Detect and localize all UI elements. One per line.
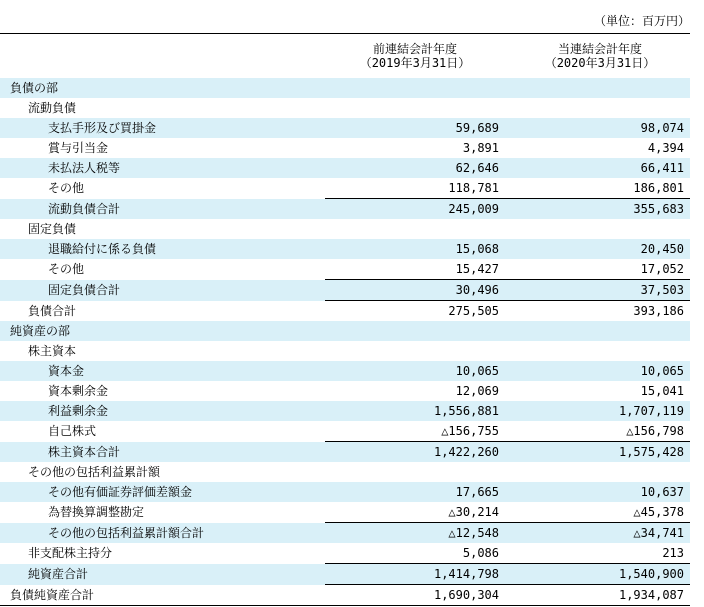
table-row xyxy=(0,199,690,220)
table-row xyxy=(0,239,690,259)
table-row xyxy=(0,98,690,118)
prior-year-value: 1,414,798 xyxy=(325,564,505,585)
prior-year-value: △12,548 xyxy=(325,523,505,544)
table-row xyxy=(0,442,690,463)
row-label: 純資産の部 xyxy=(0,321,325,341)
current-year-value: 355,683 xyxy=(505,199,690,220)
table-row xyxy=(0,585,690,606)
prior-year-value: 15,427 xyxy=(455,262,499,276)
row-label: 退職給付に係る負債 xyxy=(0,239,325,259)
prior-year-value: 10,065 xyxy=(325,361,505,381)
row-label: 純資産合計 xyxy=(0,564,325,585)
header-rule xyxy=(0,33,690,34)
table-row xyxy=(0,523,690,544)
column-header-title: 前連結会計年度 xyxy=(372,42,457,56)
current-year-value: 1,707,119 xyxy=(505,401,690,421)
row-label: その他 xyxy=(48,262,85,277)
current-year-value: 98,074 xyxy=(505,118,690,138)
row-label: 負債純資産合計 xyxy=(0,585,325,606)
prior-year-value: 118,781 xyxy=(448,181,499,195)
current-year-value: 17,052 xyxy=(640,262,684,276)
prior-year-value xyxy=(325,341,505,361)
prior-year-value: 5,086 xyxy=(462,546,499,560)
table-row xyxy=(0,118,690,138)
prior-year-value: 245,009 xyxy=(325,199,505,220)
current-year-value: 10,637 xyxy=(505,482,690,502)
table-row xyxy=(0,321,690,341)
row-label: 資本金 xyxy=(0,361,325,381)
prior-year-value xyxy=(325,98,505,118)
balance-sheet-table xyxy=(0,78,690,606)
current-year-value: 1,540,900 xyxy=(505,564,690,585)
row-label: 利益剰余金 xyxy=(0,401,325,421)
prior-year-value: 1,422,260 xyxy=(325,442,505,463)
row-label: その他の包括利益累計額合計 xyxy=(0,523,325,544)
prior-year-value xyxy=(325,219,505,239)
row-label: その他 xyxy=(48,181,85,196)
table-row xyxy=(0,219,690,239)
prior-year-value: 12,069 xyxy=(455,384,499,398)
prior-year-value xyxy=(325,462,505,482)
row-label: 自己株式 xyxy=(48,424,97,439)
row-label: 為替換算調整勘定 xyxy=(48,505,145,520)
prior-year-value: 59,689 xyxy=(325,118,505,138)
current-year-value: 37,503 xyxy=(505,280,690,301)
table-row xyxy=(0,78,690,98)
prior-year-value: 275,505 xyxy=(325,301,505,322)
table-row xyxy=(0,502,690,523)
current-year-value: 20,450 xyxy=(505,239,690,259)
table-row xyxy=(0,178,690,199)
table-row xyxy=(0,462,690,482)
row-label: 固定負債 xyxy=(28,222,77,236)
row-label: 流動負債合計 xyxy=(0,199,325,220)
current-year-value: 66,411 xyxy=(505,158,690,178)
row-label: 支払手形及び買掛金 xyxy=(0,118,325,138)
prior-year-value: 17,665 xyxy=(325,482,505,502)
row-label: その他有価証券評価差額金 xyxy=(0,482,325,502)
prior-year-value: 62,646 xyxy=(325,158,505,178)
table-row xyxy=(0,543,690,564)
current-year-value xyxy=(505,98,690,118)
row-label: 未払法人税等 xyxy=(0,158,325,178)
row-label: 固定負債合計 xyxy=(0,280,325,301)
current-year-value: 1,575,428 xyxy=(505,442,690,463)
prior-year-value xyxy=(325,321,505,341)
prior-year-value xyxy=(325,78,505,98)
current-year-value xyxy=(505,78,690,98)
prior-year-value: 30,496 xyxy=(325,280,505,301)
current-year-value xyxy=(505,219,690,239)
current-year-value: △156,798 xyxy=(626,424,684,438)
table-row xyxy=(0,482,690,502)
table-row xyxy=(0,381,690,401)
current-year-value: 10,065 xyxy=(505,361,690,381)
current-year-value: △45,378 xyxy=(633,505,684,519)
row-label: 株主資本 xyxy=(28,344,77,358)
current-year-value xyxy=(505,321,690,341)
row-label: 株主資本合計 xyxy=(0,442,325,463)
unit-note: （単位：百万円） xyxy=(593,14,690,28)
column-header-title: 当連結会計年度 xyxy=(557,42,642,56)
current-year-value: 15,041 xyxy=(640,384,684,398)
current-year-value: 1,934,087 xyxy=(505,585,690,606)
current-year-value: 4,394 xyxy=(647,141,684,155)
current-year-value xyxy=(505,341,690,361)
table-row xyxy=(0,158,690,178)
current-year-value: 393,186 xyxy=(505,301,690,322)
table-row xyxy=(0,259,690,280)
table-row xyxy=(0,361,690,381)
table-row xyxy=(0,564,690,585)
prior-year-value: 1,690,304 xyxy=(325,585,505,606)
row-label: 流動負債 xyxy=(28,101,77,115)
prior-year-value: 1,556,881 xyxy=(325,401,505,421)
prior-year-value: 15,068 xyxy=(325,239,505,259)
current-year-value xyxy=(505,462,690,482)
prior-year-value: △156,755 xyxy=(441,424,499,438)
table-row xyxy=(0,301,690,322)
prior-year-value: △30,214 xyxy=(448,505,499,519)
row-label: その他の包括利益累計額 xyxy=(28,465,161,479)
column-header-date: （2019年3月31日） xyxy=(359,56,471,70)
row-label: 負債合計 xyxy=(28,303,77,318)
table-row xyxy=(0,421,690,442)
prior-year-value: 3,891 xyxy=(462,141,499,155)
table-row xyxy=(0,341,690,361)
column-header-date: （2020年3月31日） xyxy=(544,56,656,70)
column-header-current-year xyxy=(510,42,690,70)
row-label: 賞与引当金 xyxy=(48,141,109,155)
row-label: 資本剰余金 xyxy=(48,384,109,398)
current-year-value: 186,801 xyxy=(633,181,684,195)
row-label: 負債の部 xyxy=(0,78,325,98)
column-header-prior-year xyxy=(325,42,505,70)
current-year-value: 213 xyxy=(662,546,684,560)
table-row xyxy=(0,280,690,301)
table-row xyxy=(0,138,690,158)
table-row xyxy=(0,401,690,421)
row-label: 非支配株主持分 xyxy=(28,546,113,561)
current-year-value: △34,741 xyxy=(505,523,690,544)
